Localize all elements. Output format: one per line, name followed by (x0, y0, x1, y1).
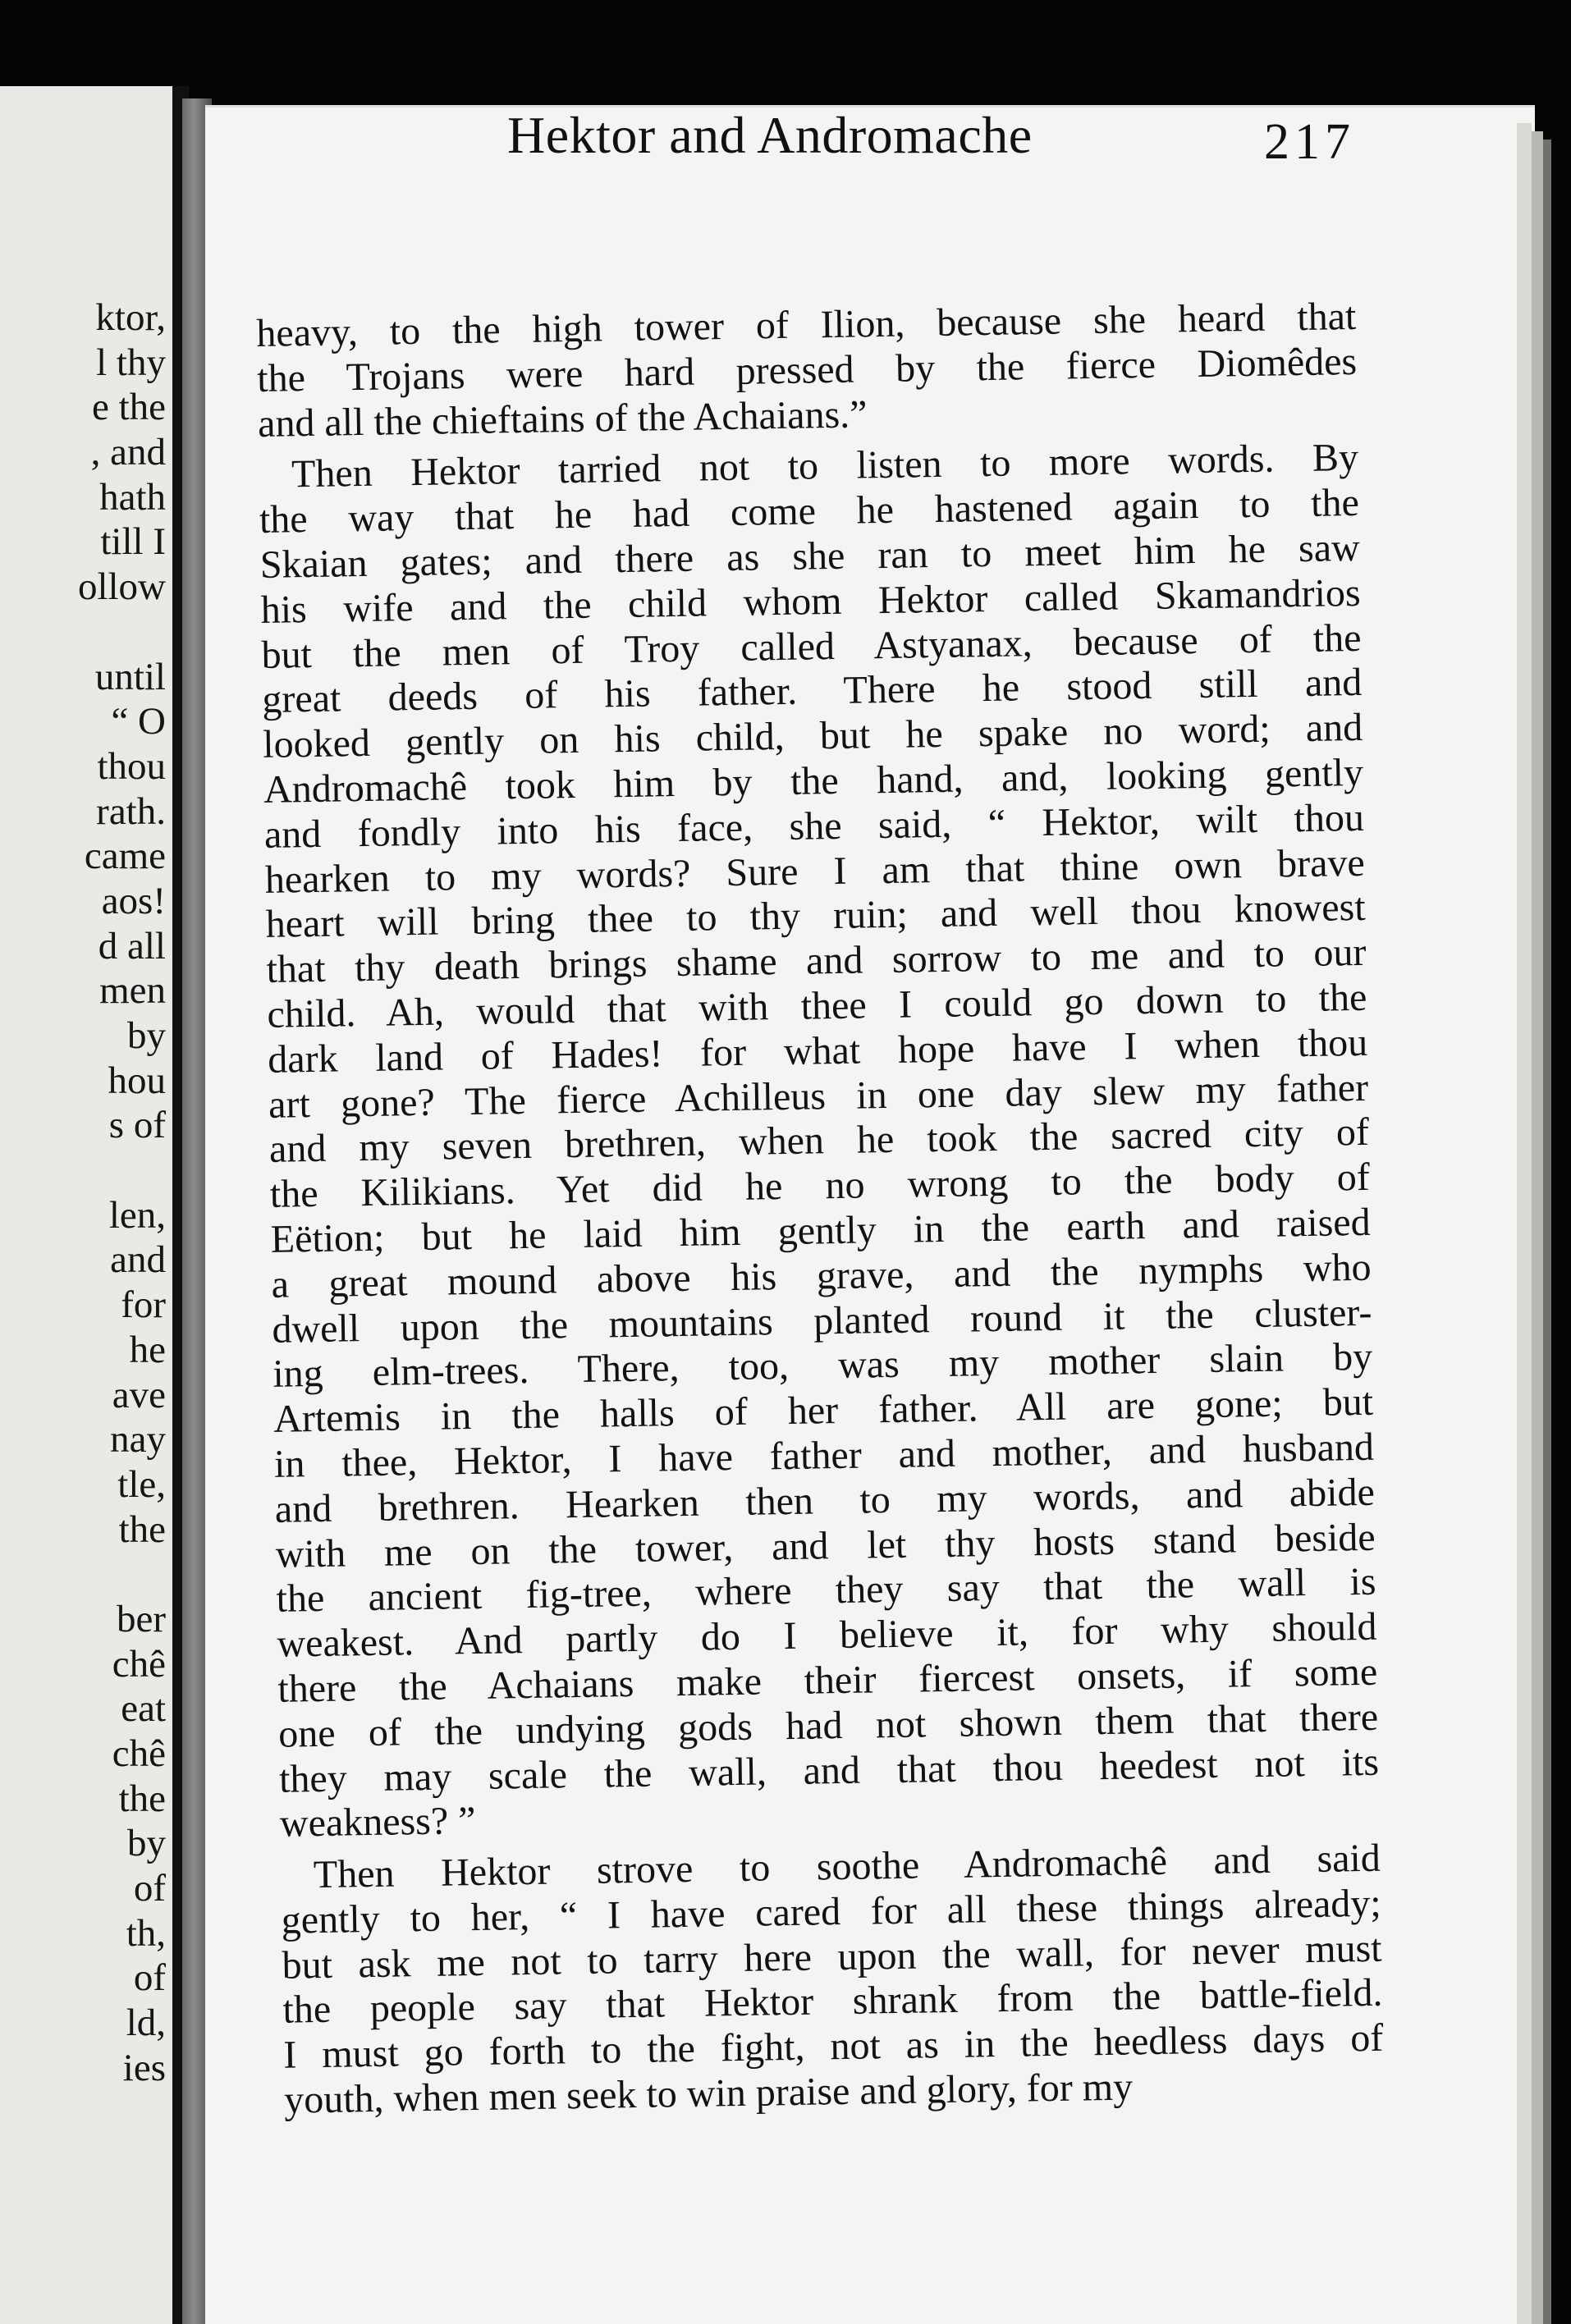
left-page-line: ave (112, 1373, 166, 1416)
left-page-line: th, (126, 1911, 166, 1955)
left-page-line: until (94, 655, 166, 698)
text-line: dwell upon the mountains planted round it the cluster- (272, 1290, 1372, 1352)
text-line: I must go forth to the fight, not as in the heedless days of (282, 2015, 1384, 2078)
left-page-line: rath. (96, 789, 166, 833)
left-page-line: of (133, 1956, 166, 2000)
text-line: Skaian gates; and there as she ran to meet him he saw (259, 525, 1361, 587)
text-line: but the men of Troy called Astyanax, because of the (261, 615, 1362, 677)
left-page-line: aos! (101, 879, 166, 922)
text-line: the people say that Hektor shrank from the battle-field. (282, 1971, 1383, 2033)
text-line: one of the undying gods had not shown them that there (277, 1695, 1379, 1756)
left-page-line: eat (121, 1687, 166, 1731)
text-line: that thy death brings shame and sorrow to me and to our (266, 931, 1367, 992)
text-line: great deeds of his father. There he stood still and (262, 661, 1363, 722)
text-line: the ancient fig-tree, where they say that the wall is (276, 1560, 1376, 1622)
left-page-text (2, 295, 166, 2091)
left-page-line: hath (99, 475, 166, 519)
left-page-line: ber (116, 1597, 166, 1640)
text-line: heart will bring thee to thy ruin; and well thou knowest (265, 885, 1366, 947)
text-line: with me on the tower, and let thy hosts stand beside (275, 1515, 1376, 1576)
text-line: the Kilikians. Yet did he no wrong to the body of (269, 1155, 1371, 1217)
left-page-line: by (127, 1822, 166, 1865)
left-page-line: “ O (111, 700, 166, 743)
left-page-line: till I (100, 520, 166, 564)
text-line: child. Ah, would that with thee I could go down to the (267, 975, 1367, 1036)
running-head-title: Hektor and Andromache (507, 106, 1033, 164)
left-page-line: chê (112, 1732, 166, 1775)
page-edge (1532, 131, 1543, 2324)
text-line: Then Hektor strove to soothe Andromachê and said (313, 1836, 1381, 1897)
left-facing-page (0, 86, 172, 2324)
left-page-line: of (133, 1867, 166, 1910)
text-line: looked gently on his child, but he spake no word; and (262, 706, 1363, 767)
paragraph (256, 295, 1358, 446)
text-line: Then Hektor tarried not to listen to more words. By (291, 436, 1359, 496)
left-page-line: tle, (117, 1462, 166, 1506)
text-line: weakest. And partly do I believe it, for why should (277, 1604, 1377, 1666)
text-line: his wife and the child whom Hektor called Skamandrios (260, 570, 1361, 632)
text-line: the Trojans were hard pressed by the fierce Diomêdes (256, 339, 1358, 400)
text-line: Eëtion; but he laid him gently in the earth and raised (270, 1200, 1372, 1261)
left-page-line: for (121, 1283, 166, 1327)
text-line: art gone? The fierce Achilleus in one day slew my father (268, 1065, 1369, 1127)
text-line: in thee, Hektor, I have father and mother, and husband (273, 1425, 1375, 1486)
left-page-line: the (118, 1507, 166, 1551)
left-page-line: ies (122, 2046, 166, 2089)
text-line: ing elm-trees. There, too, was my mother slain by (272, 1335, 1373, 1397)
text-line: weakness? ” (279, 1799, 476, 1846)
left-page-line: by (127, 1014, 166, 1057)
text-line: a great mound above his grave, and the nymphs who (271, 1245, 1372, 1306)
text-line: hearken to my words? Sure I am that thine own brave (264, 840, 1366, 902)
text-line: the way that he had come he hastened again to the (259, 481, 1360, 542)
left-page-line: chê (112, 1642, 166, 1686)
text-line: dark land of Hades! for what hope have I when thou (267, 1020, 1368, 1082)
text-line: and my seven brethren, when he took the sacred city of (268, 1110, 1370, 1172)
body-text (256, 295, 1385, 2124)
left-page-line: the (118, 1777, 166, 1820)
left-page-line: men (99, 969, 166, 1013)
text-line: they may scale the wall, and that thou heedest not its (278, 1740, 1380, 1801)
text-line: and all the chieftains of the Achaians.” (257, 391, 868, 446)
left-page-line: d all (98, 924, 166, 968)
left-page-line (2, 610, 166, 655)
left-page-line: len, (108, 1193, 166, 1237)
left-page-line (2, 1148, 166, 1193)
text-line: and fondly into his face, she said, “ Hektor, wilt thou (263, 795, 1365, 857)
left-page-line: and (110, 1238, 166, 1282)
left-page-line: he (129, 1328, 166, 1371)
page-edge (1517, 123, 1532, 2324)
left-page-line: s of (108, 1104, 166, 1147)
left-page-line: ollow (77, 565, 166, 609)
page-edge (1543, 140, 1551, 2324)
left-page-line: ktor, (95, 296, 166, 339)
page-number: 217 (1264, 114, 1355, 170)
left-page-line: l thy (96, 341, 166, 384)
text-line: gently to her, “ I have cared for all these things already; (281, 1881, 1382, 1942)
left-page-line (2, 1552, 166, 1597)
left-page-line: came (84, 835, 166, 878)
text-line: heavy, to the high tower of Ilion, because she heard that (256, 294, 1357, 355)
text-line: and brethren. Hearken then to my words, and abide (274, 1470, 1376, 1531)
text-line: Artemis in the halls of her father. All are gone; but (273, 1379, 1374, 1441)
text-line: youth, when men seek to win praise and glory, for my (283, 2065, 1134, 2122)
left-page-line: e the (91, 386, 166, 429)
left-page-line: ld, (126, 2001, 166, 2045)
text-line: Andromachê took him by the hand, and, looking gently (263, 750, 1364, 812)
left-page-line: nay (110, 1418, 166, 1462)
paragraph (259, 436, 1381, 1847)
left-page-line: hou (108, 1059, 166, 1102)
text-line: but ask me not to tarry here upon the wall, for never must (282, 1926, 1382, 1988)
paragraph (281, 1837, 1385, 2124)
left-page-line: thou (97, 744, 166, 788)
left-page-line: , and (90, 431, 166, 474)
text-line: there the Achaians make their fiercest onsets, if some (277, 1649, 1378, 1711)
